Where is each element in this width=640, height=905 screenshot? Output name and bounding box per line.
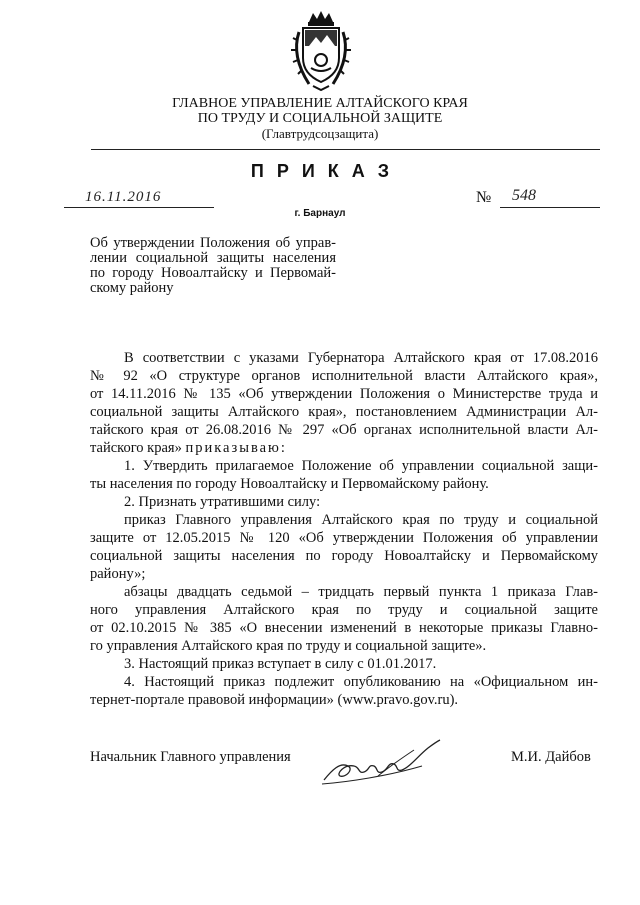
- item-4-line: 4. Настоящий приказ подлежит опубликованию на «Официальном ин-: [124, 674, 598, 690]
- order-date: 16.11.2016: [85, 189, 162, 205]
- coat-of-arms-icon: [289, 10, 353, 92]
- preamble-line: тайского края»: [90, 440, 182, 456]
- item-1-line: 1. Утвердить прилагаемое Положение об управлении социальной защи-: [124, 458, 598, 474]
- signer-position: Начальник Главного управления: [90, 749, 291, 765]
- signer-name: М.И. Дайбов: [511, 749, 591, 765]
- item-2b-line: от 02.10.2015 № 385 «О внесении изменений в некоторые приказы Главно-: [90, 620, 598, 636]
- item-2-intro: 2. Признать утратившими силу:: [124, 494, 321, 510]
- subject-line: Об утверждении Положения об управ-: [90, 235, 336, 251]
- item-2a-line: защите от 12.05.2015 № 120 «Об утверждении Положения об управлении: [90, 530, 598, 546]
- preamble-last-line: [90, 439, 598, 457]
- item-4-line: тернет-портале правовой информации» (www.pravo.gov.ru).: [90, 692, 459, 708]
- item-1-line: ты населения по городу Новоалтайску и Первомайскому району.: [90, 476, 489, 492]
- item-2b-line: абзацы двадцать седьмой – тридцать первый пункта 1 приказа Глав-: [124, 584, 598, 600]
- preamble-line: социальной защиты Алтайского края», постановлением Администрации Ал-: [90, 404, 598, 420]
- order-number-label: №: [476, 189, 492, 206]
- item-2a-line: социальной защиты населения по городу Новоалтайску и Первомайскому: [90, 548, 598, 564]
- city-name: г. Барнаул: [294, 208, 346, 219]
- organization-name-line-1: ГЛАВНОЕ УПРАВЛЕНИЕ АЛТАЙСКОГО КРАЯ: [172, 96, 468, 111]
- item-2b-line: ного управления Алтайского края по труду и социальной защите: [90, 602, 598, 618]
- item-3-line: 3. Настоящий приказ вступает в силу с 01.01.2017.: [124, 656, 437, 672]
- preamble-line: № 92 «О структуре органов исполнительной власти Алтайского края»,: [90, 368, 598, 384]
- preamble-line: от 14.11.2016 № 135 «Об утверждении Положения о Министерстве труда и: [90, 386, 598, 402]
- item-2a-line: району»;: [90, 566, 146, 582]
- decree-word: приказываю:: [185, 440, 287, 456]
- subject-line: скому району: [90, 280, 174, 296]
- order-number: 548: [512, 187, 536, 204]
- handwritten-signature-icon: [318, 736, 443, 788]
- subject-line: лении социальной защиты населения: [90, 250, 336, 266]
- preamble-line: тайского края от 26.08.2016 № 297 «Об органах исполнительной власти Ал-: [90, 422, 598, 438]
- organization-name-line-2: ПО ТРУДУ И СОЦИАЛЬНОЙ ЗАЩИТЕ: [197, 111, 443, 126]
- order-subject: [90, 236, 336, 296]
- document-title: ПРИКАЗ: [250, 161, 403, 181]
- preamble-line: В соответствии с указами Губернатора Алтайского края от 17.08.2016: [124, 350, 598, 366]
- organization-short-name: (Главтрудсоцзащита): [261, 126, 379, 141]
- item-2b-line: го управления Алтайского края по труду и социальной защите».: [90, 638, 487, 654]
- header-divider: [91, 149, 600, 150]
- item-2a-line: приказ Главного управления Алтайского края по труду и социальной: [124, 512, 598, 528]
- order-body: [90, 349, 598, 709]
- subject-line: по городу Новоалтайску и Первомай-: [90, 265, 336, 281]
